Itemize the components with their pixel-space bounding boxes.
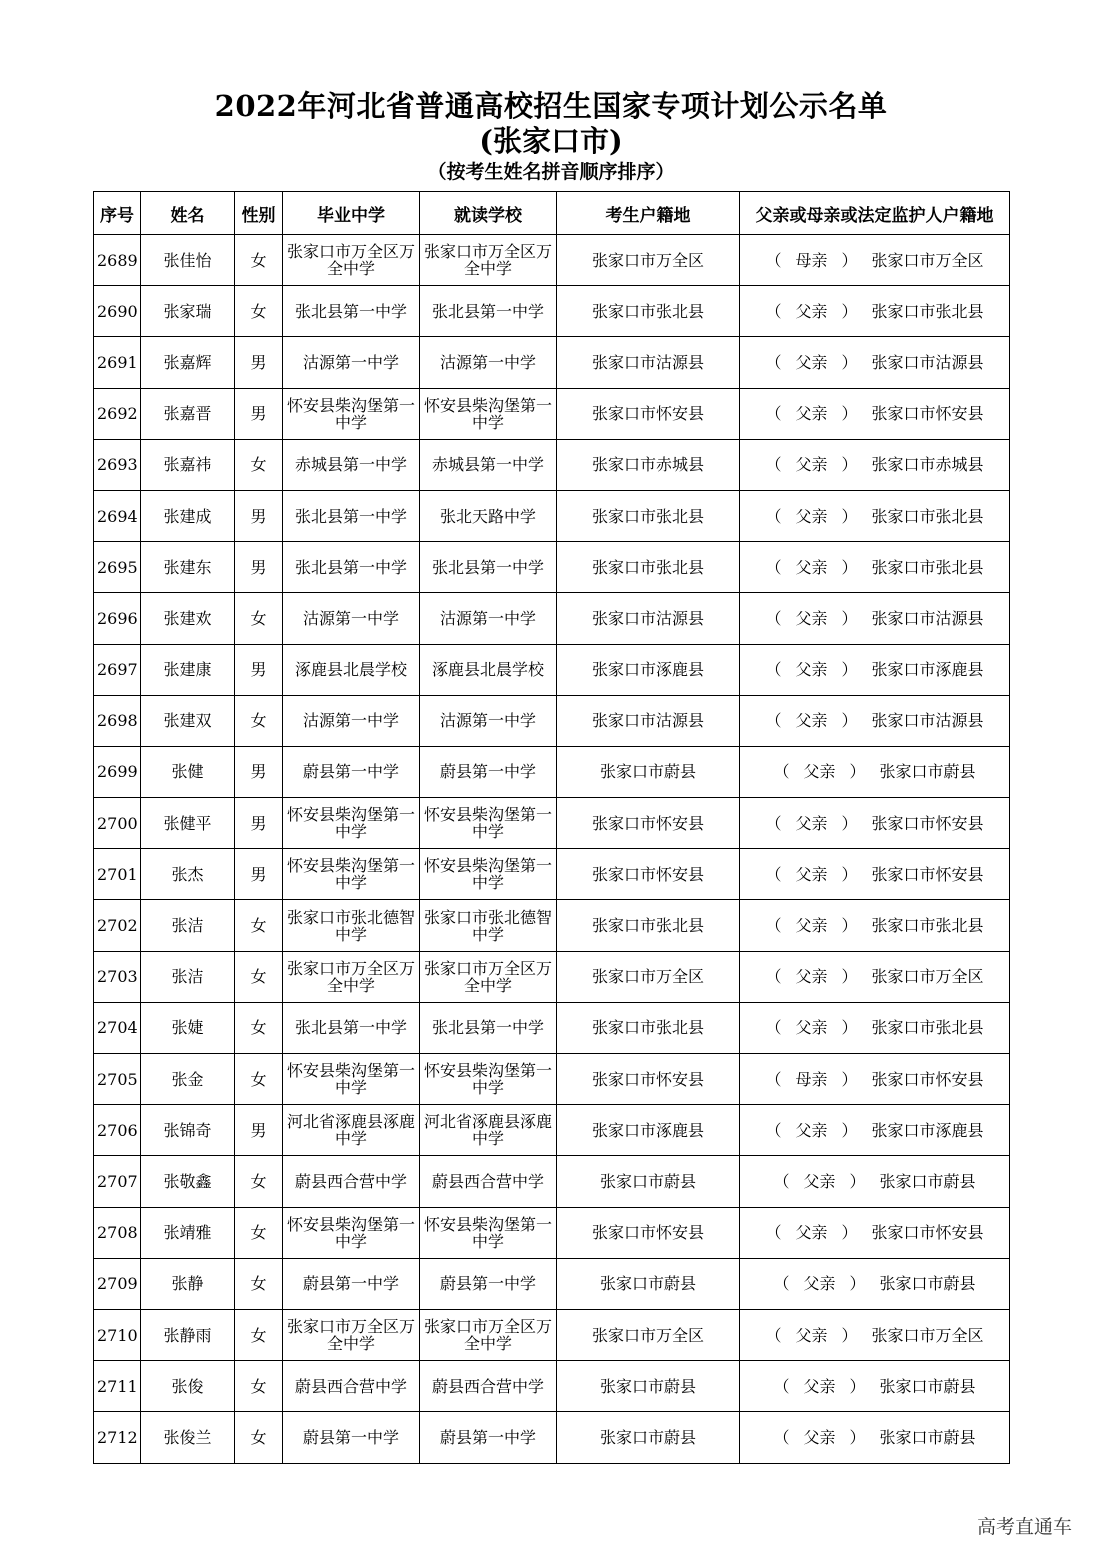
cell-grad-school: 蔚县西合营中学 — [283, 1361, 420, 1412]
cell-grad-school: 沽源第一中学 — [283, 593, 420, 644]
guardian-relation: 父亲 — [795, 967, 828, 987]
table-row — [94, 1309, 1010, 1360]
cell-gender: 男 — [235, 644, 283, 695]
cell-grad-school: 怀安县柴沟堡第一中学 — [283, 388, 420, 439]
cell-grad-school: 沽源第一中学 — [283, 337, 420, 388]
cell-study-school: 蔚县西合营中学 — [420, 1156, 557, 1207]
cell-hukou: 张家口市怀安县 — [557, 849, 740, 900]
cell-study-school: 怀安县柴沟堡第一中学 — [420, 1054, 557, 1105]
cell-hukou: 张家口市赤城县 — [557, 439, 740, 490]
cell-study-school: 张家口市万全区万全中学 — [420, 1309, 557, 1360]
cell-grad-school: 赤城县第一中学 — [283, 439, 420, 490]
cell-guardian-hukou: （ 母亲 ） 张家口市怀安县 — [740, 1054, 1010, 1105]
cell-gender: 女 — [235, 1309, 283, 1360]
cell-gender: 女 — [235, 1207, 283, 1258]
cell-study-school: 蔚县西合营中学 — [420, 1361, 557, 1412]
cell-gender: 女 — [235, 1258, 283, 1309]
cell-study-school: 张家口市张北德智中学 — [420, 900, 557, 951]
cell-grad-school: 蔚县第一中学 — [283, 1412, 420, 1463]
table-row — [94, 1258, 1010, 1309]
guardian-relation: 父亲 — [803, 1274, 836, 1294]
cell-seq: 2709 — [94, 1258, 141, 1309]
cell-gender: 女 — [235, 1054, 283, 1105]
cell-grad-school: 怀安县柴沟堡第一中学 — [283, 849, 420, 900]
guardian-place: 张家口市怀安县 — [871, 864, 984, 884]
guardian-relation: 父亲 — [795, 301, 828, 321]
cell-seq: 2694 — [94, 490, 141, 541]
guardian-relation: 母亲 — [795, 250, 828, 270]
cell-grad-school: 蔚县第一中学 — [283, 746, 420, 797]
guardian-place: 张家口市涿鹿县 — [871, 660, 984, 680]
guardian-place: 张家口市赤城县 — [871, 455, 984, 475]
cell-guardian-hukou: （ 母亲 ） 张家口市万全区 — [740, 235, 1010, 286]
cell-guardian-hukou: （ 父亲 ） 张家口市沽源县 — [740, 337, 1010, 388]
cell-study-school: 赤城县第一中学 — [420, 439, 557, 490]
cell-name: 张洁 — [141, 951, 235, 1002]
guardian-place: 张家口市张北县 — [871, 557, 984, 577]
guardian-place: 张家口市蔚县 — [879, 1427, 976, 1447]
cell-study-school: 怀安县柴沟堡第一中学 — [420, 849, 557, 900]
cell-seq: 2701 — [94, 849, 141, 900]
cell-gender: 女 — [235, 1156, 283, 1207]
cell-seq: 2706 — [94, 1105, 141, 1156]
cell-study-school: 河北省涿鹿县涿鹿中学 — [420, 1105, 557, 1156]
cell-guardian-hukou: （ 父亲 ） 张家口市涿鹿县 — [740, 644, 1010, 695]
cell-hukou: 张家口市涿鹿县 — [557, 644, 740, 695]
cell-seq: 2702 — [94, 900, 141, 951]
guardian-place: 张家口市张北县 — [871, 1018, 984, 1038]
cell-seq: 2708 — [94, 1207, 141, 1258]
cell-grad-school: 沽源第一中学 — [283, 695, 420, 746]
cell-name: 张建东 — [141, 542, 235, 593]
cell-hukou: 张家口市沽源县 — [557, 593, 740, 644]
guardian-relation: 父亲 — [795, 813, 828, 833]
cell-guardian-hukou: （ 父亲 ） 张家口市蔚县 — [740, 1258, 1010, 1309]
cell-study-school: 张北天路中学 — [420, 490, 557, 541]
table-row — [94, 1412, 1010, 1463]
cell-study-school: 张北县第一中学 — [420, 286, 557, 337]
guardian-relation: 父亲 — [795, 1120, 828, 1140]
cell-name: 张建成 — [141, 490, 235, 541]
admission-roster-table — [93, 191, 1010, 1464]
cell-guardian-hukou: （ 父亲 ） 张家口市怀安县 — [740, 798, 1010, 849]
cell-guardian-hukou: （ 父亲 ） 张家口市蔚县 — [740, 1412, 1010, 1463]
cell-grad-school: 张北县第一中学 — [283, 286, 420, 337]
cell-seq: 2711 — [94, 1361, 141, 1412]
cell-name: 张杰 — [141, 849, 235, 900]
guardian-place: 张家口市张北县 — [871, 506, 984, 526]
guardian-relation: 母亲 — [795, 1069, 828, 1089]
cell-guardian-hukou: （ 父亲 ） 张家口市涿鹿县 — [740, 1105, 1010, 1156]
cell-grad-school: 怀安县柴沟堡第一中学 — [283, 798, 420, 849]
cell-study-school: 涿鹿县北晨学校 — [420, 644, 557, 695]
cell-hukou: 张家口市沽源县 — [557, 337, 740, 388]
cell-study-school: 怀安县柴沟堡第一中学 — [420, 798, 557, 849]
cell-gender: 女 — [235, 439, 283, 490]
cell-grad-school: 张家口市万全区万全中学 — [283, 951, 420, 1002]
title-sort-note: （按考生姓名拼音顺序排序） — [427, 161, 675, 183]
cell-seq: 2710 — [94, 1309, 141, 1360]
table-row — [94, 388, 1010, 439]
cell-seq: 2692 — [94, 388, 141, 439]
cell-name: 张建欢 — [141, 593, 235, 644]
cell-guardian-hukou: （ 父亲 ） 张家口市张北县 — [740, 542, 1010, 593]
cell-hukou: 张家口市怀安县 — [557, 388, 740, 439]
cell-seq: 2693 — [94, 439, 141, 490]
header-guardian-hukou: 父亲或母亲或法定监护人户籍地 — [740, 192, 1010, 235]
cell-name: 张金 — [141, 1054, 235, 1105]
header-name: 姓名 — [141, 192, 235, 235]
cell-gender: 男 — [235, 337, 283, 388]
table-body — [94, 235, 1010, 1464]
table-row — [94, 542, 1010, 593]
table-row — [94, 951, 1010, 1002]
guardian-relation: 父亲 — [795, 1018, 828, 1038]
cell-study-school: 张家口市万全区万全中学 — [420, 235, 557, 286]
guardian-relation: 父亲 — [803, 1171, 836, 1191]
guardian-relation: 父亲 — [795, 1223, 828, 1243]
cell-study-school: 蔚县第一中学 — [420, 746, 557, 797]
cell-guardian-hukou: （ 父亲 ） 张家口市蔚县 — [740, 746, 1010, 797]
cell-gender: 女 — [235, 593, 283, 644]
cell-gender: 男 — [235, 1105, 283, 1156]
cell-seq: 2696 — [94, 593, 141, 644]
guardian-relation: 父亲 — [795, 455, 828, 475]
cell-seq: 2712 — [94, 1412, 141, 1463]
cell-name: 张婕 — [141, 1002, 235, 1053]
cell-hukou: 张家口市张北县 — [557, 1002, 740, 1053]
table-row — [94, 900, 1010, 951]
cell-name: 张家瑞 — [141, 286, 235, 337]
cell-guardian-hukou: （ 父亲 ） 张家口市怀安县 — [740, 1207, 1010, 1258]
cell-hukou: 张家口市张北县 — [557, 490, 740, 541]
guardian-place: 张家口市沽源县 — [871, 608, 984, 628]
cell-guardian-hukou: （ 父亲 ） 张家口市万全区 — [740, 951, 1010, 1002]
cell-hukou: 张家口市怀安县 — [557, 1207, 740, 1258]
cell-hukou: 张家口市蔚县 — [557, 1412, 740, 1463]
cell-guardian-hukou: （ 父亲 ） 张家口市怀安县 — [740, 388, 1010, 439]
cell-hukou: 张家口市蔚县 — [557, 1361, 740, 1412]
cell-guardian-hukou: （ 父亲 ） 张家口市张北县 — [740, 490, 1010, 541]
cell-gender: 女 — [235, 286, 283, 337]
cell-name: 张靖雅 — [141, 1207, 235, 1258]
guardian-relation: 父亲 — [795, 506, 828, 526]
guardian-place: 张家口市怀安县 — [871, 1223, 984, 1243]
cell-hukou: 张家口市万全区 — [557, 1309, 740, 1360]
cell-name: 张敬鑫 — [141, 1156, 235, 1207]
cell-gender: 女 — [235, 1412, 283, 1463]
cell-gender: 男 — [235, 746, 283, 797]
guardian-relation: 父亲 — [795, 864, 828, 884]
cell-gender: 女 — [235, 1002, 283, 1053]
cell-guardian-hukou: （ 父亲 ） 张家口市怀安县 — [740, 849, 1010, 900]
cell-grad-school: 张家口市万全区万全中学 — [283, 235, 420, 286]
cell-hukou: 张家口市沽源县 — [557, 695, 740, 746]
guardian-place: 张家口市沽源县 — [871, 352, 984, 372]
table-row — [94, 337, 1010, 388]
cell-hukou: 张家口市怀安县 — [557, 798, 740, 849]
table-row — [94, 1054, 1010, 1105]
cell-guardian-hukou: （ 父亲 ） 张家口市张北县 — [740, 1002, 1010, 1053]
cell-hukou: 张家口市怀安县 — [557, 1054, 740, 1105]
table-row — [94, 439, 1010, 490]
table-row — [94, 1156, 1010, 1207]
cell-grad-school: 河北省涿鹿县涿鹿中学 — [283, 1105, 420, 1156]
guardian-place: 张家口市怀安县 — [871, 813, 984, 833]
guardian-place: 张家口市万全区 — [871, 1325, 984, 1345]
cell-guardian-hukou: （ 父亲 ） 张家口市蔚县 — [740, 1156, 1010, 1207]
cell-name: 张嘉辉 — [141, 337, 235, 388]
cell-name: 张建康 — [141, 644, 235, 695]
cell-name: 张锦奇 — [141, 1105, 235, 1156]
guardian-place: 张家口市涿鹿县 — [871, 1120, 984, 1140]
header-grad-school: 毕业中学 — [283, 192, 420, 235]
cell-grad-school: 张北县第一中学 — [283, 490, 420, 541]
guardian-place: 张家口市蔚县 — [879, 762, 976, 782]
table-row — [94, 849, 1010, 900]
guardian-place: 张家口市沽源县 — [871, 711, 984, 731]
cell-gender: 男 — [235, 542, 283, 593]
cell-name: 张嘉祎 — [141, 439, 235, 490]
cell-guardian-hukou: （ 父亲 ） 张家口市沽源县 — [740, 593, 1010, 644]
cell-seq: 2703 — [94, 951, 141, 1002]
guardian-place: 张家口市张北县 — [871, 916, 984, 936]
guardian-relation: 父亲 — [795, 557, 828, 577]
cell-guardian-hukou: （ 父亲 ） 张家口市蔚县 — [740, 1361, 1010, 1412]
cell-grad-school: 张北县第一中学 — [283, 1002, 420, 1053]
table-row — [94, 1105, 1010, 1156]
table-row — [94, 746, 1010, 797]
cell-study-school: 沽源第一中学 — [420, 593, 557, 644]
cell-grad-school: 蔚县第一中学 — [283, 1258, 420, 1309]
cell-hukou: 张家口市张北县 — [557, 900, 740, 951]
guardian-relation: 父亲 — [795, 660, 828, 680]
guardian-place: 张家口市蔚县 — [879, 1171, 976, 1191]
cell-guardian-hukou: （ 父亲 ） 张家口市万全区 — [740, 1309, 1010, 1360]
guardian-relation: 父亲 — [795, 916, 828, 936]
header-gender: 性别 — [235, 192, 283, 235]
cell-study-school: 蔚县第一中学 — [420, 1258, 557, 1309]
cell-name: 张静雨 — [141, 1309, 235, 1360]
guardian-relation: 父亲 — [795, 404, 828, 424]
document-title — [0, 88, 1102, 186]
cell-gender: 女 — [235, 951, 283, 1002]
guardian-place: 张家口市怀安县 — [871, 1069, 984, 1089]
guardian-place: 张家口市万全区 — [871, 967, 984, 987]
table-row — [94, 286, 1010, 337]
cell-gender: 男 — [235, 490, 283, 541]
cell-guardian-hukou: （ 父亲 ） 张家口市张北县 — [740, 900, 1010, 951]
cell-seq: 2691 — [94, 337, 141, 388]
cell-seq: 2697 — [94, 644, 141, 695]
guardian-relation: 父亲 — [803, 1376, 836, 1396]
table-row — [94, 644, 1010, 695]
table-row — [94, 1207, 1010, 1258]
cell-study-school: 怀安县柴沟堡第一中学 — [420, 1207, 557, 1258]
cell-name: 张俊 — [141, 1361, 235, 1412]
cell-seq: 2690 — [94, 286, 141, 337]
cell-study-school: 怀安县柴沟堡第一中学 — [420, 388, 557, 439]
cell-grad-school: 怀安县柴沟堡第一中学 — [283, 1054, 420, 1105]
table-row — [94, 490, 1010, 541]
cell-seq: 2698 — [94, 695, 141, 746]
cell-gender: 女 — [235, 1361, 283, 1412]
title-main: 2022年河北省普通高校招生国家专项计划公示名单 — [214, 89, 888, 123]
cell-study-school: 沽源第一中学 — [420, 695, 557, 746]
guardian-relation: 父亲 — [803, 762, 836, 782]
cell-grad-school: 涿鹿县北晨学校 — [283, 644, 420, 695]
cell-grad-school: 张北县第一中学 — [283, 542, 420, 593]
cell-seq: 2705 — [94, 1054, 141, 1105]
cell-gender: 男 — [235, 798, 283, 849]
cell-name: 张俊兰 — [141, 1412, 235, 1463]
cell-gender: 男 — [235, 849, 283, 900]
cell-study-school: 张北县第一中学 — [420, 542, 557, 593]
cell-gender: 女 — [235, 695, 283, 746]
cell-study-school: 沽源第一中学 — [420, 337, 557, 388]
guardian-place: 张家口市张北县 — [871, 301, 984, 321]
cell-study-school: 蔚县第一中学 — [420, 1412, 557, 1463]
table-row — [94, 798, 1010, 849]
cell-study-school: 张北县第一中学 — [420, 1002, 557, 1053]
cell-grad-school: 张家口市万全区万全中学 — [283, 1309, 420, 1360]
guardian-place: 张家口市蔚县 — [879, 1376, 976, 1396]
cell-hukou: 张家口市万全区 — [557, 235, 740, 286]
cell-gender: 女 — [235, 235, 283, 286]
cell-hukou: 张家口市蔚县 — [557, 1156, 740, 1207]
guardian-place: 张家口市怀安县 — [871, 404, 984, 424]
cell-hukou: 张家口市蔚县 — [557, 1258, 740, 1309]
cell-name: 张健 — [141, 746, 235, 797]
table-row — [94, 1002, 1010, 1053]
cell-gender: 女 — [235, 900, 283, 951]
watermark: 高考直通车 — [976, 1516, 1072, 1538]
cell-study-school: 张家口市万全区万全中学 — [420, 951, 557, 1002]
header-study-school: 就读学校 — [420, 192, 557, 235]
cell-seq: 2695 — [94, 542, 141, 593]
header-seq: 序号 — [94, 192, 141, 235]
guardian-relation: 父亲 — [795, 608, 828, 628]
cell-name: 张建双 — [141, 695, 235, 746]
cell-grad-school: 怀安县柴沟堡第一中学 — [283, 1207, 420, 1258]
table-header-row — [94, 192, 1010, 235]
cell-hukou: 张家口市张北县 — [557, 286, 740, 337]
guardian-relation: 父亲 — [795, 711, 828, 731]
cell-name: 张健平 — [141, 798, 235, 849]
cell-name: 张佳怡 — [141, 235, 235, 286]
cell-seq: 2700 — [94, 798, 141, 849]
cell-guardian-hukou: （ 父亲 ） 张家口市张北县 — [740, 286, 1010, 337]
title-city: (张家口市) — [479, 124, 623, 158]
header-hukou: 考生户籍地 — [557, 192, 740, 235]
guardian-place: 张家口市蔚县 — [879, 1274, 976, 1294]
cell-name: 张嘉晋 — [141, 388, 235, 439]
table-row — [94, 1361, 1010, 1412]
guardian-relation: 父亲 — [803, 1427, 836, 1447]
cell-hukou: 张家口市万全区 — [557, 951, 740, 1002]
cell-seq: 2707 — [94, 1156, 141, 1207]
cell-seq: 2704 — [94, 1002, 141, 1053]
cell-seq: 2689 — [94, 235, 141, 286]
table-row — [94, 235, 1010, 286]
cell-guardian-hukou: （ 父亲 ） 张家口市赤城县 — [740, 439, 1010, 490]
cell-hukou: 张家口市张北县 — [557, 542, 740, 593]
cell-grad-school: 张家口市张北德智中学 — [283, 900, 420, 951]
cell-hukou: 张家口市涿鹿县 — [557, 1105, 740, 1156]
cell-name: 张洁 — [141, 900, 235, 951]
table-row — [94, 593, 1010, 644]
guardian-place: 张家口市万全区 — [871, 250, 984, 270]
cell-seq: 2699 — [94, 746, 141, 797]
cell-guardian-hukou: （ 父亲 ） 张家口市沽源县 — [740, 695, 1010, 746]
guardian-relation: 父亲 — [795, 1325, 828, 1345]
guardian-relation: 父亲 — [795, 352, 828, 372]
cell-hukou: 张家口市蔚县 — [557, 746, 740, 797]
cell-gender: 男 — [235, 388, 283, 439]
cell-grad-school: 蔚县西合营中学 — [283, 1156, 420, 1207]
cell-name: 张静 — [141, 1258, 235, 1309]
table-row — [94, 695, 1010, 746]
